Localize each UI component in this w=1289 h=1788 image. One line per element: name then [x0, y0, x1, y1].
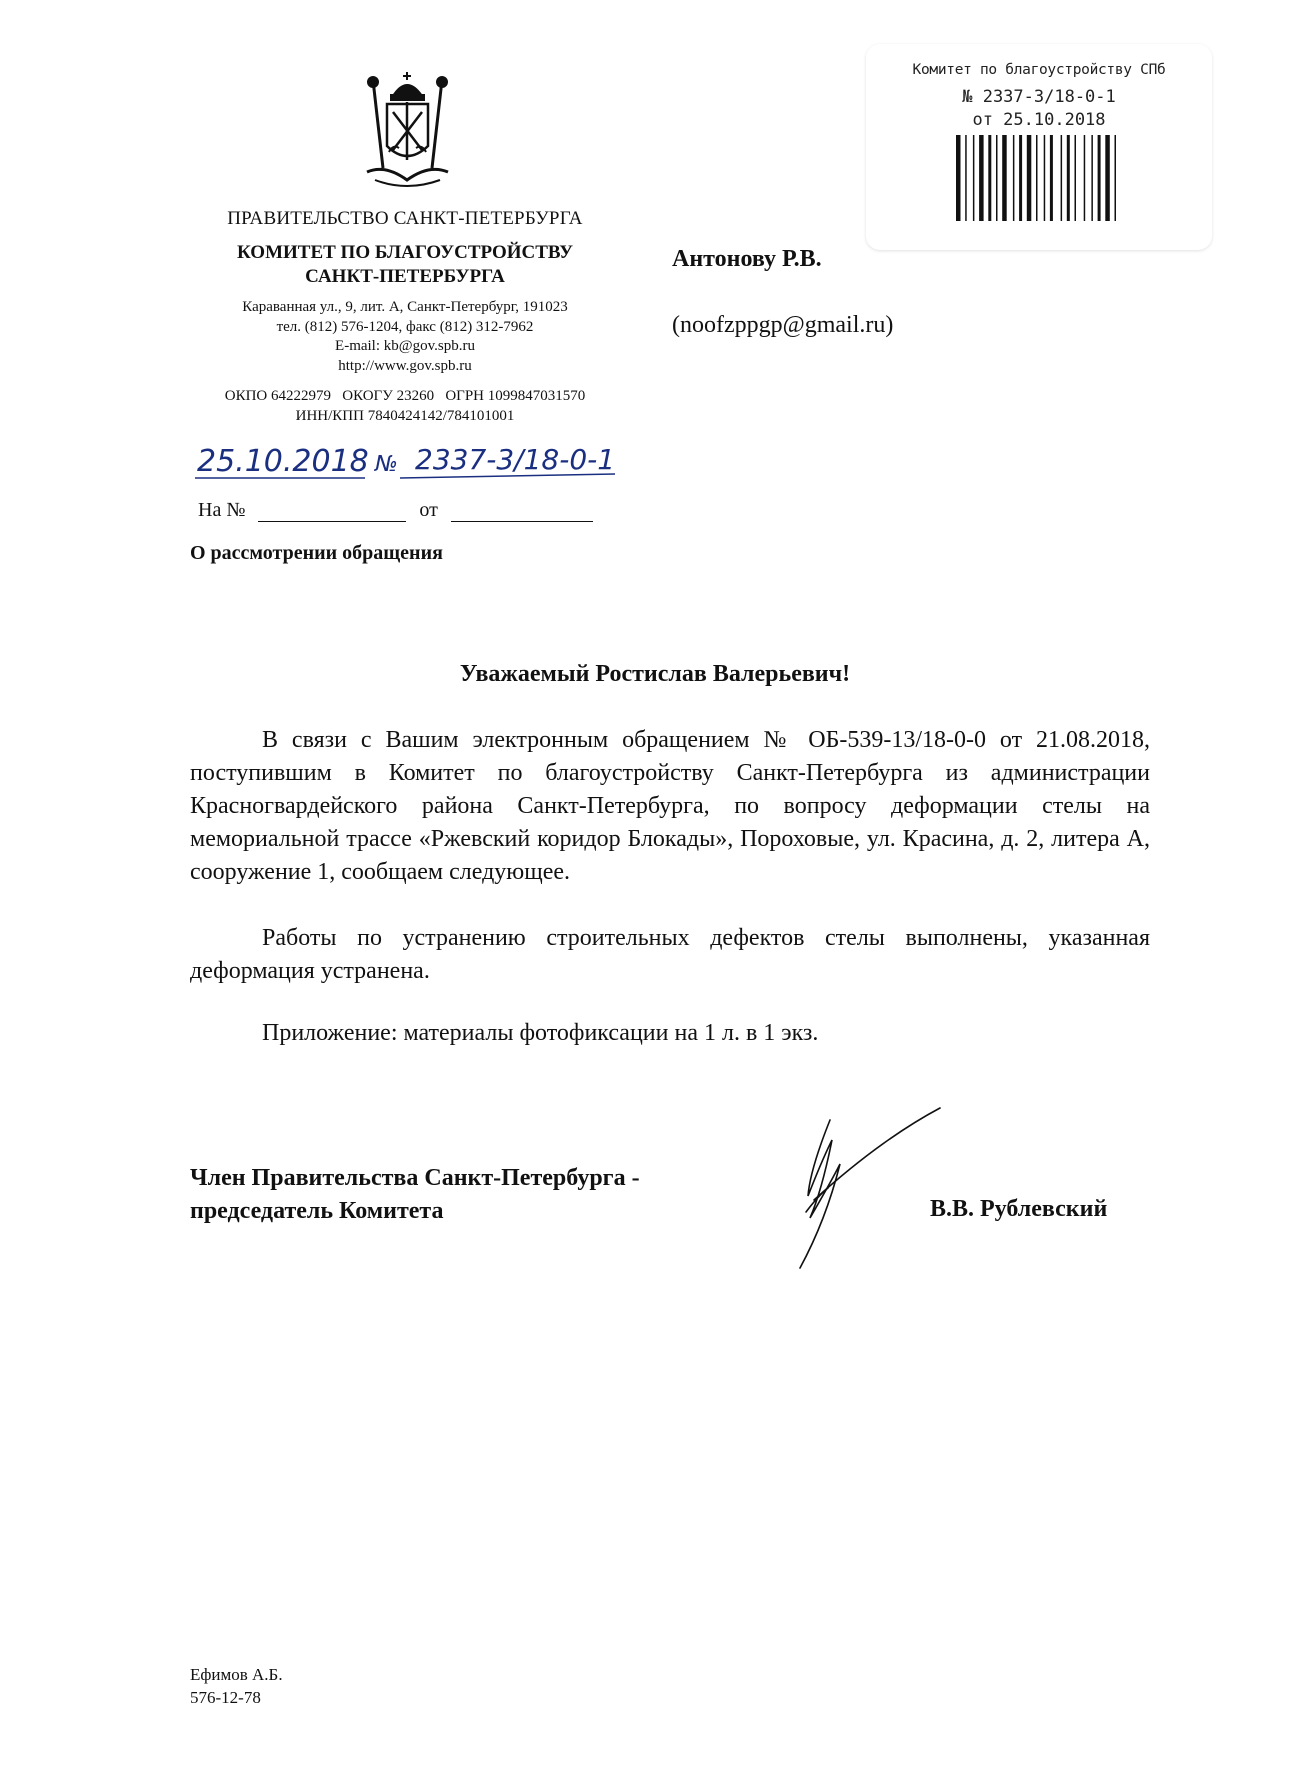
registration-codes — [190, 386, 620, 426]
contact-block — [190, 298, 620, 376]
address: Караванная ул., 9, лит. А, Санкт-Петербург, 191023 — [242, 299, 568, 315]
committee-name — [190, 241, 620, 289]
committee-line-2: САНКТ-ПЕТЕРБУРГА — [305, 266, 505, 287]
website: http://www.gov.spb.ru — [338, 357, 472, 374]
signatory-title — [190, 1162, 640, 1228]
reference-number-blank — [258, 499, 406, 522]
outgoing-number: 2337-3/18-0-1 — [415, 443, 616, 476]
barcode-bar — [1091, 135, 1093, 221]
barcode-bar — [973, 135, 975, 221]
barcode-bar — [1098, 135, 1101, 221]
codes-line-1: ОКПО 64222979 ОКОГУ 23260 ОГРН 1099847031570 — [224, 388, 586, 404]
addressee-email: (noofzppgp@gmail.ru) — [672, 312, 894, 338]
barcode-bar — [1115, 135, 1117, 221]
barcode-bar — [1050, 135, 1053, 221]
barcode-bar — [1061, 135, 1063, 221]
executor-phone: 576-12-78 — [190, 1688, 261, 1707]
barcode-bar — [1105, 135, 1110, 221]
signatory-title-line-2: председатель Комитета — [190, 1198, 444, 1224]
executor-info — [190, 1663, 283, 1709]
signatory-name: В.В. Рублевский — [930, 1196, 1108, 1222]
annex-note: Приложение: материалы фотофиксации на 1 л. в 1 экз. — [262, 1020, 819, 1046]
barcode-bar — [1036, 135, 1038, 221]
outgoing-date: 25.10.2018 — [197, 444, 369, 479]
handwritten-signature-icon — [770, 1100, 950, 1280]
barcode-bar — [965, 135, 967, 221]
barcode-bar — [996, 135, 998, 221]
greeting: Уважаемый Ростислав Валерьевич! — [459, 661, 851, 687]
signatory-title-line-1: Член Правительства Санкт-Петербурга - — [190, 1165, 640, 1191]
body-paragraph-1: В связи с Вашим электронным обращением № ОБ-539-13/18-0-0 от 21.08.2018, поступившим в Комитет по благоустройству Санкт-Петербурга из администрации Красногвардейского района Санкт-Петербурга, по вопросу деформации стелы на мемориальной трассе «Ржевский коридор Блокады», Пороховые, ул. Красина, д. 2, литера А, сооружение 1, сообщаем следующее. — [190, 727, 1150, 885]
barcode-bar — [988, 135, 991, 221]
stamp-number: № 2337-3/18-0-1 — [962, 87, 1116, 107]
stamp-date: от 25.10.2018 — [972, 110, 1106, 130]
registration-stamp — [866, 44, 1212, 250]
reference-date-blank — [451, 499, 593, 522]
barcode-bar — [1084, 135, 1086, 221]
addressee-name: Антонову Р.В. — [672, 246, 822, 272]
reference-date-label: от — [419, 499, 438, 521]
reference-number-label: На № — [198, 499, 246, 521]
barcode-bar — [956, 135, 961, 221]
barcode-bar — [979, 135, 984, 221]
government-name: ПРАВИТЕЛЬСТВО САНКТ-ПЕТЕРБУРГА — [227, 208, 583, 229]
coat-of-arms-icon — [345, 68, 470, 193]
body-paragraph-2: Работы по устранению строительных дефектов стелы выполнены, указанная деформация устранена. — [190, 925, 1150, 984]
stamp-organization: Комитет по благоустройству СПб — [912, 62, 1166, 78]
barcode-bar — [1044, 135, 1046, 221]
barcode-bar — [1027, 135, 1032, 221]
executor-name: Ефимов А.Б. — [190, 1665, 283, 1684]
barcode-bar — [1075, 135, 1077, 221]
codes-line-2: ИНН/КПП 7840424142/784101001 — [295, 408, 515, 424]
barcode-bar — [1013, 135, 1015, 221]
barcode-bar — [1067, 135, 1070, 221]
committee-line-1: КОМИТЕТ ПО БЛАГОУСТРОЙСТВУ — [236, 242, 574, 263]
phone-fax: тел. (812) 576-1204, факс (812) 312-7962 — [276, 318, 534, 335]
outgoing-number-sign: № — [375, 452, 398, 477]
email: E-mail: kb@gov.spb.ru — [335, 338, 475, 354]
outgoing-number-handwritten — [195, 438, 635, 484]
barcode-bar — [1002, 135, 1007, 221]
letter-subject: О рассмотрении обращения — [190, 542, 443, 564]
barcode-icon — [954, 135, 1124, 221]
reference-line — [198, 499, 593, 522]
barcode-bar — [1019, 135, 1022, 221]
